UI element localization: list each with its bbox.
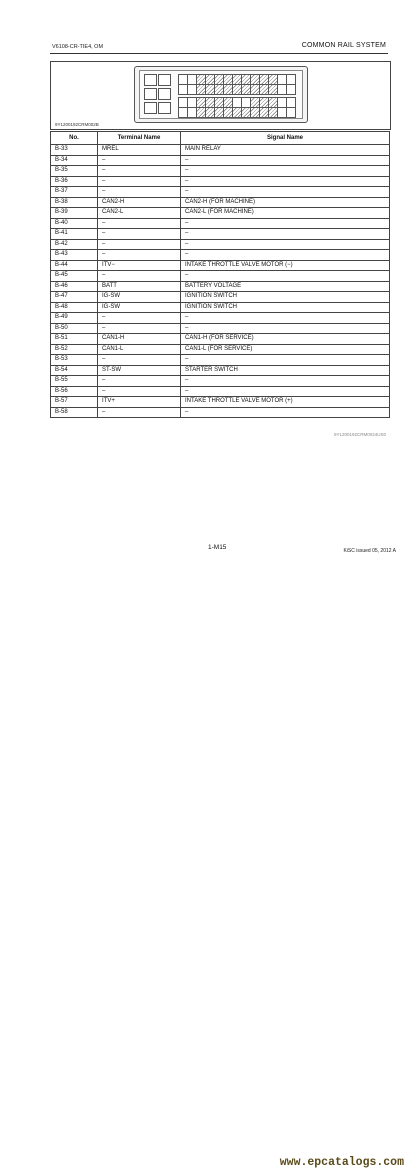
page-number: 1-M15 <box>208 544 227 551</box>
connector-diagram <box>134 66 308 123</box>
signal-table <box>50 131 390 418</box>
signal-name: IGNITION SWITCH <box>181 292 390 303</box>
terminal-no: B-34 <box>51 155 98 166</box>
table-header-row <box>51 132 390 145</box>
terminal-no: B-55 <box>51 376 98 387</box>
terminal-no: B-52 <box>51 344 98 355</box>
terminal-name: – <box>98 250 181 261</box>
terminal-name: – <box>98 239 181 250</box>
connector-pin <box>158 88 171 100</box>
signal-name: CAN1-L (FOR SERVICE) <box>181 344 390 355</box>
watermark-text: www.epcatalogs.com <box>279 1156 404 1169</box>
terminal-no: B-47 <box>51 292 98 303</box>
table-row <box>51 407 390 418</box>
signal-name: MAIN RELAY <box>181 145 390 156</box>
signal-name: – <box>181 355 390 366</box>
terminal-name: – <box>98 355 181 366</box>
signal-name: – <box>181 376 390 387</box>
model-code: V6108-CR-TIE4, OM <box>52 44 104 50</box>
connector-pin <box>158 102 171 114</box>
connector-pin-field <box>139 70 303 119</box>
signal-name: IGNITION SWITCH <box>181 302 390 313</box>
table-row <box>51 365 390 376</box>
table-row <box>51 187 390 198</box>
issue-note: KiSC issued 05, 2012 A <box>343 548 396 554</box>
terminal-no: B-51 <box>51 334 98 345</box>
col-header-signal: Signal Name <box>181 132 390 145</box>
terminal-name: CAN2-H <box>98 197 181 208</box>
terminal-no: B-38 <box>51 197 98 208</box>
terminal-name: IG-SW <box>98 302 181 313</box>
terminal-no: B-40 <box>51 218 98 229</box>
terminal-name: CAN2-L <box>98 208 181 219</box>
signal-name: – <box>181 239 390 250</box>
connector-pin <box>144 102 157 114</box>
connector-pin <box>144 74 157 86</box>
terminal-no: B-46 <box>51 281 98 292</box>
terminal-no: B-54 <box>51 365 98 376</box>
terminal-name: ST-SW <box>98 365 181 376</box>
signal-name: – <box>181 323 390 334</box>
signal-name: – <box>181 176 390 187</box>
table-row <box>51 260 390 271</box>
signal-name: – <box>181 271 390 282</box>
connector-pin <box>144 88 157 100</box>
terminal-name: – <box>98 166 181 177</box>
signal-name: – <box>181 386 390 397</box>
terminal-no: B-42 <box>51 239 98 250</box>
table-caption: 9Y1200192CRM0024US0 <box>333 432 386 437</box>
section-title: COMMON RAIL SYSTEM <box>301 42 386 49</box>
terminal-name: – <box>98 376 181 387</box>
signal-name: INTAKE THROTTLE VALVE MOTOR (+) <box>181 397 390 408</box>
signal-name: – <box>181 218 390 229</box>
terminal-no: B-48 <box>51 302 98 313</box>
signal-name: – <box>181 250 390 261</box>
signal-name: – <box>181 313 390 324</box>
signal-name: CAN1-H (FOR SERVICE) <box>181 334 390 345</box>
terminal-name: CAN1-H <box>98 334 181 345</box>
terminal-no: B-44 <box>51 260 98 271</box>
terminal-name: CAN1-L <box>98 344 181 355</box>
watermark-band <box>0 575 416 1169</box>
terminal-no: B-39 <box>51 208 98 219</box>
table-row <box>51 271 390 282</box>
connector-pin <box>286 84 296 95</box>
signal-name: INTAKE THROTTLE VALVE MOTOR (−) <box>181 260 390 271</box>
signal-name: – <box>181 187 390 198</box>
connector-pin <box>158 74 171 86</box>
signal-name: BATTERY VOLTAGE <box>181 281 390 292</box>
figure-caption: 9Y1200192CRM002B <box>55 122 99 127</box>
terminal-name: – <box>98 407 181 418</box>
table-row <box>51 334 390 345</box>
table-row <box>51 323 390 334</box>
terminal-name: MREL <box>98 145 181 156</box>
terminal-no: B-49 <box>51 313 98 324</box>
terminal-no: B-57 <box>51 397 98 408</box>
terminal-name: BATT <box>98 281 181 292</box>
table-row <box>51 229 390 240</box>
terminal-name: – <box>98 187 181 198</box>
terminal-no: B-41 <box>51 229 98 240</box>
terminal-no: B-33 <box>51 145 98 156</box>
table-row <box>51 155 390 166</box>
table-row <box>51 281 390 292</box>
terminal-name: – <box>98 176 181 187</box>
col-header-no: No. <box>51 132 98 145</box>
table-row <box>51 302 390 313</box>
table-row <box>51 313 390 324</box>
terminal-no: B-45 <box>51 271 98 282</box>
terminal-no: B-58 <box>51 407 98 418</box>
terminal-name: – <box>98 155 181 166</box>
terminal-name: IG-SW <box>98 292 181 303</box>
table-row <box>51 145 390 156</box>
signal-name: – <box>181 229 390 240</box>
col-header-terminal: Terminal Name <box>98 132 181 145</box>
terminal-name: – <box>98 323 181 334</box>
table-row <box>51 208 390 219</box>
signal-name: CAN2-H (FOR MACHINE) <box>181 197 390 208</box>
connector-figure <box>50 61 391 130</box>
connector-pin <box>286 107 296 118</box>
terminal-name: ITV+ <box>98 397 181 408</box>
signal-name: CAN2-L (FOR MACHINE) <box>181 208 390 219</box>
table-row <box>51 355 390 366</box>
terminal-no: B-35 <box>51 166 98 177</box>
terminal-name: – <box>98 313 181 324</box>
table-row <box>51 197 390 208</box>
terminal-name: ITV− <box>98 260 181 271</box>
header-rule <box>50 53 388 54</box>
table-row <box>51 218 390 229</box>
table-row <box>51 292 390 303</box>
signal-name: – <box>181 166 390 177</box>
terminal-name: – <box>98 386 181 397</box>
terminal-no: B-36 <box>51 176 98 187</box>
terminal-no: B-43 <box>51 250 98 261</box>
table-row <box>51 397 390 408</box>
terminal-no: B-53 <box>51 355 98 366</box>
table-row <box>51 376 390 387</box>
table-row <box>51 239 390 250</box>
table-row <box>51 344 390 355</box>
table-row <box>51 386 390 397</box>
table-row <box>51 250 390 261</box>
terminal-no: B-50 <box>51 323 98 334</box>
terminal-name: – <box>98 271 181 282</box>
terminal-no: B-37 <box>51 187 98 198</box>
signal-name: – <box>181 155 390 166</box>
table-row <box>51 176 390 187</box>
terminal-name: – <box>98 229 181 240</box>
terminal-no: B-56 <box>51 386 98 397</box>
signal-name: – <box>181 407 390 418</box>
manual-page <box>0 0 416 575</box>
terminal-name: – <box>98 218 181 229</box>
signal-name: STARTER SWITCH <box>181 365 390 376</box>
table-row <box>51 166 390 177</box>
